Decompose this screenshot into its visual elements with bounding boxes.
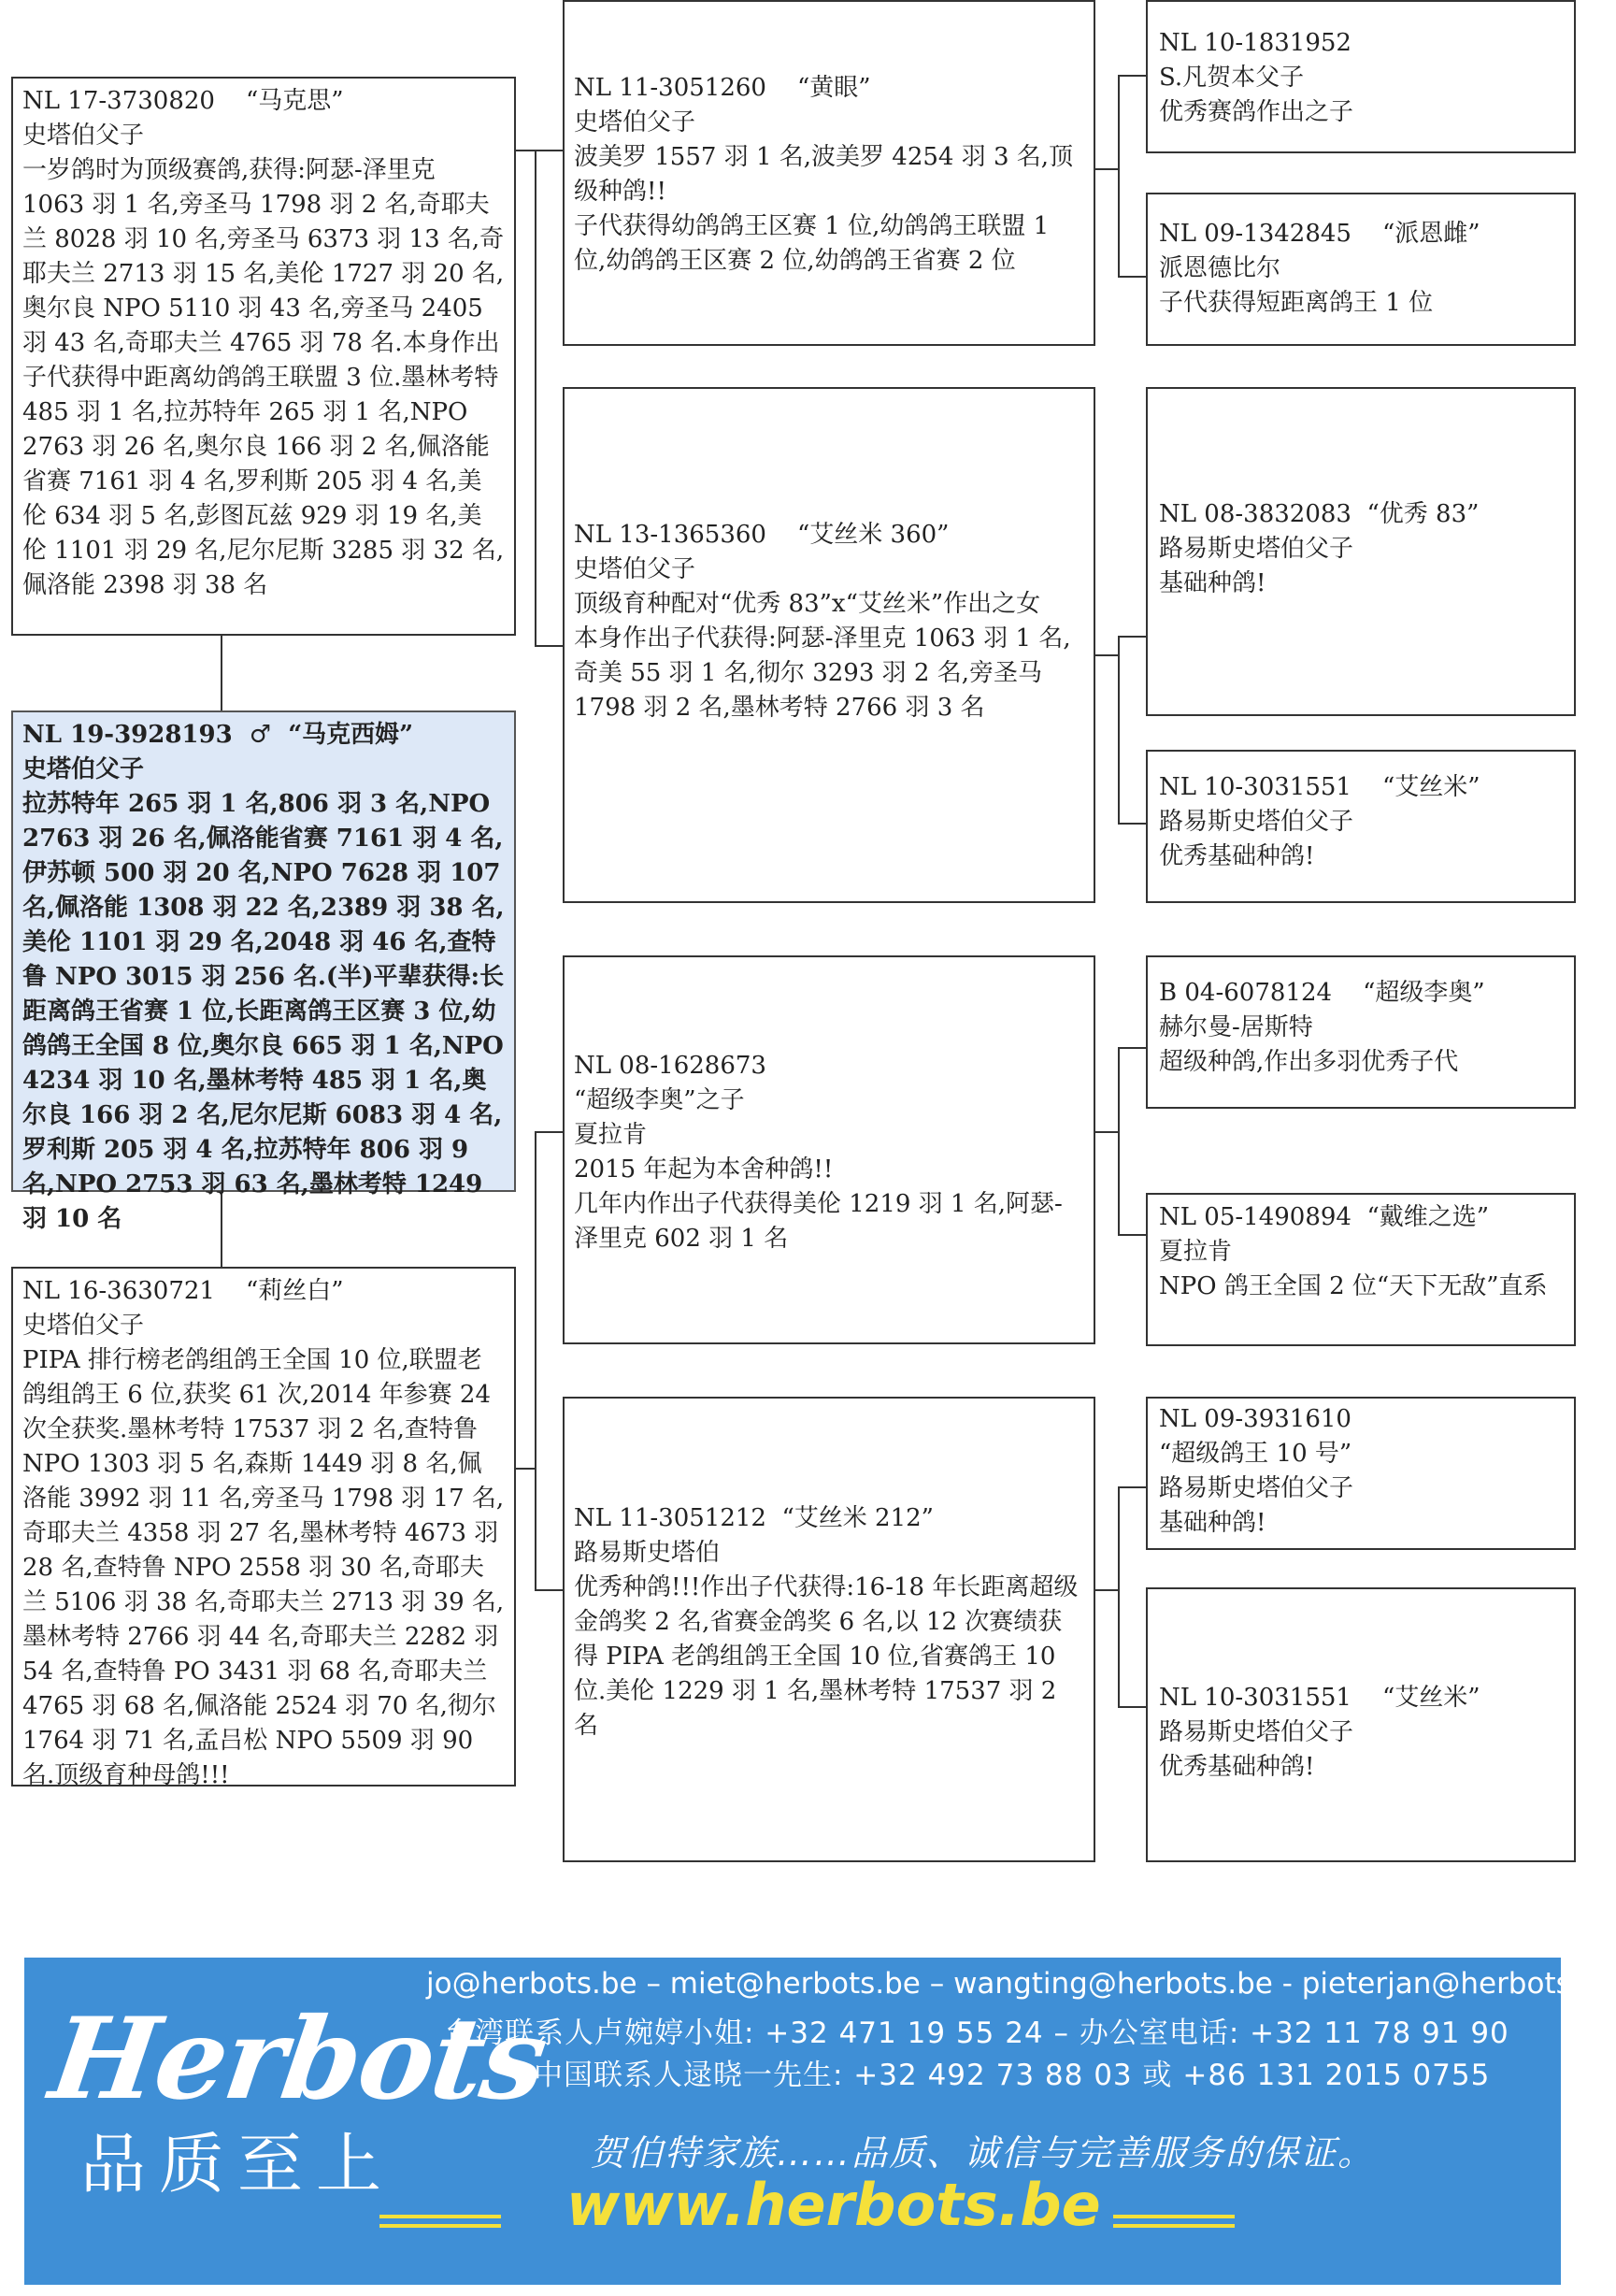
g2-2-ring-number: NL 08-1628673 bbox=[574, 1052, 766, 1080]
g2-2-line: 夏拉肯 bbox=[574, 1121, 648, 1149]
g2-2-line: 几年内作出子代获得美伦 1219 羽 1 名,阿瑟-泽里克 602 羽 1 名 bbox=[574, 1190, 1063, 1253]
g3-card-3 bbox=[1146, 750, 1576, 903]
dam-results: PIPA 排行榜老鸽组鸽王全国 10 位,联盟老鸽组鸽王 6 位,获奖 61 次,2014 年参赛 24 次全获奖.墨林考特 17537 羽 2 名,查特鲁 NPO 1303 羽 5 名,森斯 1449 羽 8 名,佩洛能 3992 羽 11 名,旁圣马 1798 羽 17 名,奇耶夫兰 4358 羽 27 名,墨林考特 4673 羽 28 名,查特鲁 NPO 2558 羽 30 名,奇耶夫兰 5106 羽 38 名,奇耶夫兰 2713 羽 39 名,墨林考特 2766 羽 44 名,奇耶夫兰 2282 羽 54 名,查特鲁 PO 3431 羽 68 名,奇耶夫兰 4765 羽 68 名,佩洛能 2524 羽 70 名,彻尔 1764 羽 71 名,孟吕松 NPO 5509 羽 90 名.顶级育种母鸽!!! bbox=[22, 1346, 505, 1789]
g3-6-line: 路易斯史塔伯父子 bbox=[1159, 1474, 1354, 1502]
g3-4-line: 超级种鸽,作出多羽优秀子代 bbox=[1159, 1048, 1459, 1076]
g3-1-line: 子代获得短距离鸽王 1 位 bbox=[1159, 289, 1434, 317]
slogan: 品质至上 bbox=[80, 2126, 394, 2203]
connector-g2a bbox=[1095, 168, 1118, 170]
g3-1-line: 派恩德比尔 bbox=[1159, 254, 1281, 282]
g3-3-ring-number: NL 10-3031551 “艾丝米” bbox=[1159, 773, 1480, 801]
dam-breeder: 史塔伯父子 bbox=[22, 1312, 145, 1340]
g3-6-line: 基础种鸽! bbox=[1159, 1509, 1266, 1537]
contact-emails[interactable]: jo@herbots.be – miet@herbots.be – wangting@herbots.be - pieterjan@herbots.be bbox=[426, 1967, 1616, 2001]
decor-line-right bbox=[1113, 2215, 1235, 2218]
g3-4-ring-number: B 04-6078124 “超级李奥” bbox=[1159, 979, 1485, 1007]
g3-0-line: 优秀赛鸽作出之子 bbox=[1159, 98, 1354, 126]
taiwan-contact: 台湾联系人卢婉婷小姐: +32 471 19 55 24 – 办公室电话: +32 11 78 91 90 bbox=[445, 2016, 1509, 2050]
herbots-logo: Herbots bbox=[43, 1993, 553, 2125]
connector-g2a-v bbox=[1118, 75, 1120, 276]
connector-dam-gen2 bbox=[516, 1468, 535, 1470]
g3-3-line: 路易斯史塔伯父子 bbox=[1159, 808, 1354, 836]
g3-card-7 bbox=[1146, 1587, 1576, 1862]
dam-card bbox=[11, 1267, 516, 1787]
motto: 贺伯特家族……品质、诚信与完善服务的保证。 bbox=[590, 2132, 1376, 2174]
decor-line-right bbox=[1113, 2224, 1235, 2228]
g3-2-ring-number: NL 08-3832083 “优秀 83” bbox=[1159, 500, 1480, 528]
g2-1-line: 本身作出子代获得:阿瑟-泽里克 1063 羽 1 名,奇美 55 羽 1 名,彻尔 3293 羽 2 名,旁圣马 1798 羽 2 名,墨林考特 2766 羽 3 名 bbox=[574, 624, 1071, 722]
g3-card-4 bbox=[1146, 955, 1576, 1109]
connector-dam-gen2-a bbox=[535, 1131, 563, 1133]
g3-card-6 bbox=[1146, 1397, 1576, 1550]
connector-g2b-v bbox=[1118, 636, 1120, 823]
g3-card-1 bbox=[1146, 193, 1576, 346]
footer-banner bbox=[24, 1958, 1616, 2285]
granddam-maternal-card bbox=[563, 1397, 1095, 1862]
sire-ring-number: NL 17-3730820 “马克思” bbox=[22, 87, 344, 115]
g3-card-5 bbox=[1146, 1193, 1576, 1346]
g3-0-ring-number: NL 10-1831952 bbox=[1159, 29, 1351, 57]
subject-card bbox=[11, 710, 516, 1233]
connector-g2d-1 bbox=[1118, 1486, 1146, 1488]
sire-breeder: 史塔伯父子 bbox=[22, 122, 145, 150]
g3-7-ring-number: NL 10-3031551 “艾丝米” bbox=[1159, 1684, 1480, 1712]
website-link[interactable]: www.herbots.be bbox=[566, 2171, 1101, 2239]
connector-g2d-2 bbox=[1118, 1706, 1146, 1708]
connector-sire-subject bbox=[221, 636, 222, 710]
connector-dam-gen2-b bbox=[535, 1589, 563, 1591]
g2-1-line: 史塔伯父子 bbox=[574, 555, 696, 583]
connector-g2d bbox=[1095, 1589, 1118, 1591]
subject-results: 拉苏特年 265 羽 1 名,806 羽 3 名,NPO 2763 羽 26 名,佩洛能省赛 7161 羽 4 名,伊苏顿 500 羽 20 名,NPO 7628 羽 107 名,佩洛能 1308 羽 22 名,2389 羽 38 名,美伦 1101 羽 29 名,2048 羽 46 名,查特鲁 NPO 3015 羽 256 名.(半)平辈获得:长距离鸽王省赛 1 位,长距离鸽王区赛 3 位,幼鸽鸽王全国 8 位,奥尔良 665 羽 1 名,NPO 4234 羽 10 名,墨林考特 485 羽 1 名,奥尔良 166 羽 2 名,尼尔尼斯 6083 羽 4 名,罗利斯 205 羽 4 名,拉苏特年 806 羽 9 名,NPO 2753 羽 63 名,墨林考特 1249 羽 10 名 bbox=[22, 790, 505, 1233]
g3-card-0 bbox=[1146, 0, 1576, 153]
connector-g2b bbox=[1095, 654, 1118, 656]
g3-0-line: S.凡贺本父子 bbox=[1159, 64, 1305, 92]
g3-2-line: 基础种鸽! bbox=[1159, 569, 1266, 597]
g3-1-ring-number: NL 09-1342845 “派恩雌” bbox=[1159, 220, 1480, 248]
sire-card bbox=[11, 77, 516, 636]
g2-2-line: “超级李奥”之子 bbox=[574, 1086, 745, 1114]
g2-0-ring-number: NL 11-3051260 “黄眼” bbox=[574, 74, 871, 102]
connector-sire-gen2-a bbox=[535, 150, 563, 151]
g2-3-line: 路易斯史塔伯 bbox=[574, 1539, 721, 1567]
g3-4-line: 赫尔曼-居斯特 bbox=[1159, 1013, 1313, 1041]
g2-1-ring-number: NL 13-1365360 “艾丝米 360” bbox=[574, 521, 950, 549]
g2-0-line: 史塔伯父子 bbox=[574, 108, 696, 136]
connector-sire-gen2 bbox=[516, 150, 535, 151]
sire-results: 一岁鸽时为顶级赛鸽,获得:阿瑟-泽里克 1063 羽 1 名,旁圣马 1798 羽 2 名,奇耶夫兰 8028 羽 10 名,旁圣马 6373 羽 13 名,奇耶夫兰 2713 羽 15 名,美伦 1727 羽 20 名,奥尔良 NPO 5110 羽 43 名,旁圣马 2405 羽 43 名,奇耶夫兰 4765 羽 78 名.本身作出子代获得中距离幼鸽鸽王联盟 3 位.墨林考特 485 羽 1 名,拉苏特年 265 羽 1 名,NPO 2763 羽 26 名,奥尔良 166 羽 2 名,佩洛能省赛 7161 羽 4 名,罗利斯 205 羽 4 名,美伦 634 羽 5 名,彭图瓦兹 929 羽 19 名,美伦 1101 羽 29 名,尼尔尼斯 3285 羽 32 名,佩洛能 2398 羽 38 名 bbox=[22, 156, 505, 599]
g3-3-line: 优秀基础种鸽! bbox=[1159, 842, 1315, 870]
g3-2-line: 路易斯史塔伯父子 bbox=[1159, 535, 1354, 563]
g3-6-line: “超级鸽王 10 号” bbox=[1159, 1440, 1352, 1468]
g2-3-ring-number: NL 11-3051212 “艾丝米 212” bbox=[574, 1504, 934, 1532]
connector-g2c-v bbox=[1118, 1047, 1120, 1234]
subject-breeder: 史塔伯父子 bbox=[22, 755, 145, 783]
connector-g2b-2 bbox=[1118, 823, 1146, 825]
g3-card-2 bbox=[1146, 387, 1576, 716]
china-contact: 中国联系人逯晓一先生: +32 492 73 88 03 或 +86 131 2015 0755 bbox=[534, 2059, 1491, 2092]
g3-7-line: 优秀基础种鸽! bbox=[1159, 1753, 1315, 1781]
g3-5-line: NPO 鸽王全国 2 位“天下无敌”直系 bbox=[1159, 1272, 1548, 1300]
subject-ring-number: NL 19-3928193 ♂ “马克西姆” bbox=[22, 721, 414, 749]
connector-sire-gen2-b bbox=[535, 645, 563, 647]
connector-g2a-1 bbox=[1118, 75, 1146, 77]
decor-line-left bbox=[379, 2215, 501, 2218]
g2-0-line: 子代获得幼鸽鸽王区赛 1 位,幼鸽鸽王联盟 1 位,幼鸽鸽王区赛 2 位,幼鸽鸽王省赛 2 位 bbox=[574, 212, 1050, 275]
connector-dam-gen2-v bbox=[535, 1131, 536, 1589]
granddam-paternal-card bbox=[563, 387, 1095, 903]
g3-6-ring-number: NL 09-3931610 bbox=[1159, 1405, 1351, 1433]
g2-2-line: 2015 年起为本舍种鸽!! bbox=[574, 1155, 834, 1184]
connector-g2a-2 bbox=[1118, 276, 1146, 278]
connector-g2c-1 bbox=[1118, 1047, 1146, 1049]
g2-3-line: 优秀种鸽!!!作出子代获得:16-18 年长距离超级金鸽奖 2 名,省赛金鸽奖 6 名,以 12 次赛绩获得 PIPA 老鸽组鸽王全国 10 位,省赛鸽王 10 位.美伦 1229 羽 1 名,墨林考特 17537 羽 2 名 bbox=[574, 1573, 1079, 1740]
g2-0-line: 波美罗 1557 羽 1 名,波美罗 4254 羽 3 名,顶级种鸽!! bbox=[574, 143, 1074, 206]
connector-g2c-2 bbox=[1118, 1234, 1146, 1236]
decor-line-left bbox=[379, 2224, 501, 2228]
grandsire-paternal-card bbox=[563, 0, 1095, 346]
connector-sire-gen2-v bbox=[535, 150, 536, 645]
g3-5-ring-number: NL 05-1490894 “戴维之选” bbox=[1159, 1203, 1490, 1231]
g2-1-line: 顶级育种配对“优秀 83”x“艾丝米”作出之女 bbox=[574, 590, 1041, 618]
g3-7-line: 路易斯史塔伯父子 bbox=[1159, 1718, 1354, 1746]
connector-g2c bbox=[1095, 1131, 1118, 1133]
connector-g2b-1 bbox=[1118, 636, 1146, 638]
connector-g2d-v bbox=[1118, 1486, 1120, 1706]
dam-ring-number: NL 16-3630721 “莉丝白” bbox=[22, 1277, 344, 1305]
g3-5-line: 夏拉肯 bbox=[1159, 1238, 1233, 1266]
grandsire-maternal-card bbox=[563, 955, 1095, 1344]
